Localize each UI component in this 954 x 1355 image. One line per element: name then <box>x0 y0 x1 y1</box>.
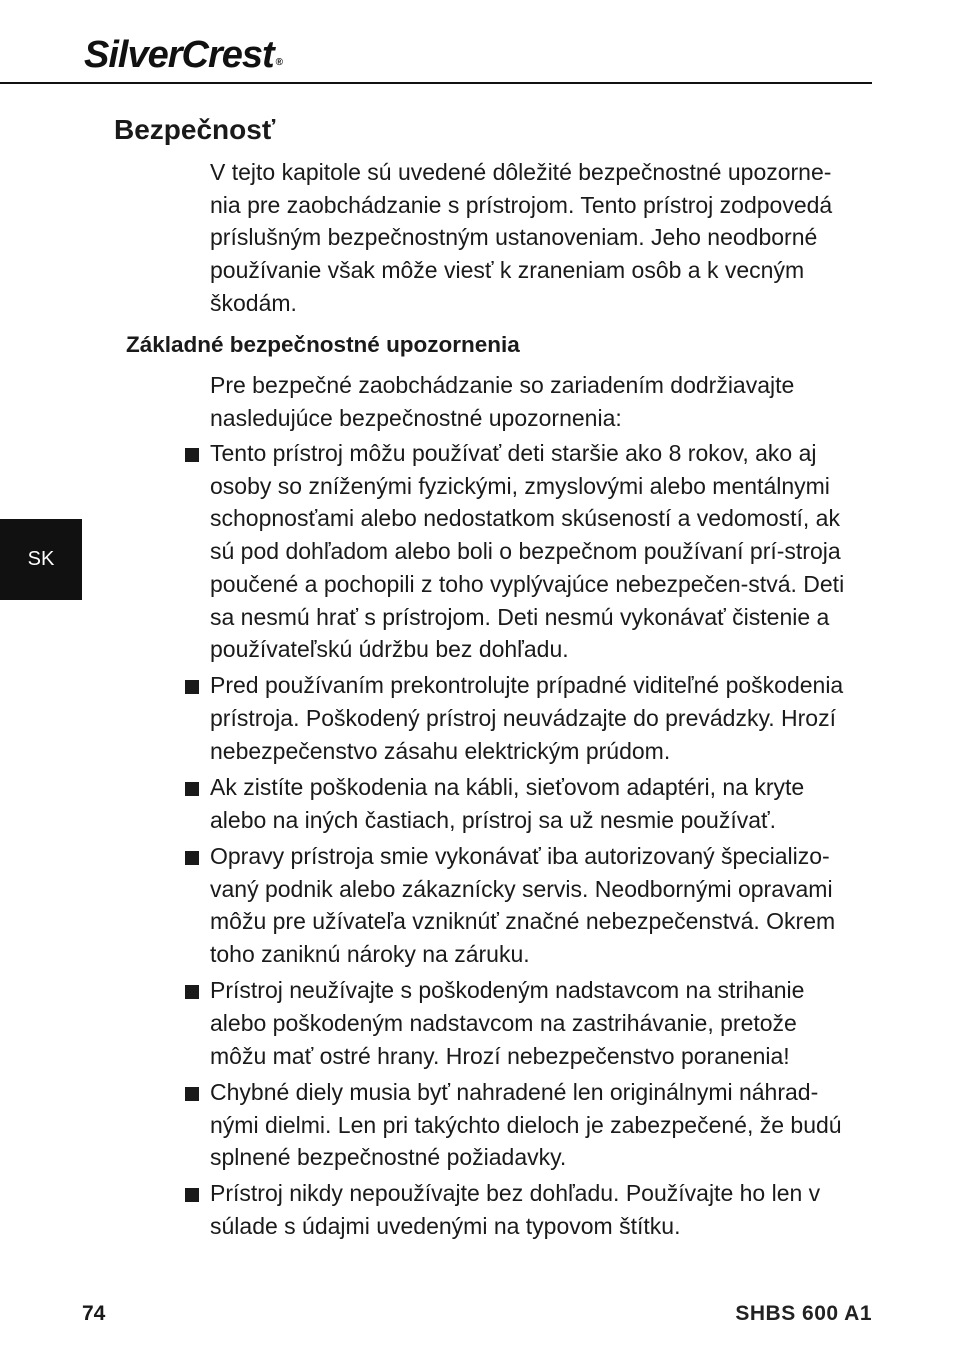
language-label: SK <box>27 548 55 570</box>
list-item <box>184 771 854 836</box>
list-item <box>184 1076 854 1174</box>
bullet-square-icon <box>185 1188 199 1202</box>
list-item <box>184 437 854 666</box>
header-divider <box>0 82 872 84</box>
list-item <box>184 669 854 767</box>
registered-mark: ® <box>275 57 283 68</box>
model-number: SHBS 600 A1 <box>735 1302 872 1325</box>
page-number: 74 <box>82 1302 106 1325</box>
list-item-text: Ak zistíte poškodenia na kábli, sieťovom adaptéri, na kryte alebo na iných častiach, prístroj sa už nesmie používať. <box>210 774 805 833</box>
section-intro: V tejto kapitole sú uvedené dôležité bezpečnostné upozorne-nia pre zaobchádzanie s prístrojom. Tento prístroj zodpovedá príslušným bezpečnostným ustanoveniam. Jeho neodborné používanie však môže viesť k zraneniam osôb a k vecným škodám. <box>210 159 833 316</box>
list-item-text: Chybné diely musia byť nahradené len originálnymi náhrad-nými dielmi. Len pri takýchto dieloch je zabezpečené, že budú splnené bezpečnostné požiadavky. <box>210 1078 842 1171</box>
list-item-text: Prístroj nikdy nepoužívajte bez dohľadu. Používajte ho len v súlade s údajmi uvedenými na typovom štítku. <box>210 1180 821 1240</box>
subsection-intro: Pre bezpečné zaobchádzanie so zariadením dodržiavajte nasledujúce bezpečnostné upozornenia: <box>210 372 795 431</box>
section-title: Bezpečnosť <box>114 114 276 145</box>
bullet-square-icon <box>185 1087 199 1101</box>
safety-list <box>184 437 854 1246</box>
list-item-text: Pred používaním prekontrolujte prípadné viditeľné poškodenia prístroja. Poškodený prístroj neuvádzajte do prevádzky. Hrozí nebezpečenstvo zásahu elektrickým prúdom. <box>210 672 844 764</box>
list-item <box>184 1177 854 1242</box>
list-item <box>184 974 854 1072</box>
bullet-square-icon <box>185 448 199 462</box>
bullet-square-icon <box>185 782 199 796</box>
subsection-title: Základné bezpečnostné upozornenia <box>126 332 520 357</box>
bullet-square-icon <box>185 680 199 694</box>
list-item-text: Prístroj neužívajte s poškodeným nadstavcom na strihanie alebo poškodeným nadstavcom na zastrihávanie, pretože môžu mať ostré hrany. Hrozí nebezpečenstvo poranenia! <box>210 977 805 1069</box>
language-tab <box>0 519 82 600</box>
bullet-square-icon <box>185 985 199 999</box>
list-item-text: Opravy prístroja smie vykonávať iba autorizovaný špecializo-vaný podnik alebo zákaznícky servis. Neodbornými opravami môžu pre užívateľa vzniknúť značné nebezpečenstvá. Okrem toho zaniknú nároky na záruku. <box>210 842 836 968</box>
brand-name: SilverCrest <box>84 34 274 76</box>
brand-logo <box>84 32 282 78</box>
list-item-text: Tento prístroj môžu používať deti staršie ako 8 rokov, ako aj osoby so zníženými fyzickými, zmyslovými alebo mentálnymi schopnosťami alebo nedostatkom skúseností a vedomostí, ak sú pod dohľadom alebo boli o bezpečnom používaní prí-stroja poučené a pochopili z toho vyplývajúce nebezpečen-stvá. Deti sa nesmú hrať s prístrojom. Deti nesmú vykonávať čistenie a používateľskú údržbu bez dohľadu. <box>210 440 845 663</box>
list-item <box>184 840 854 971</box>
bullet-square-icon <box>185 851 199 865</box>
